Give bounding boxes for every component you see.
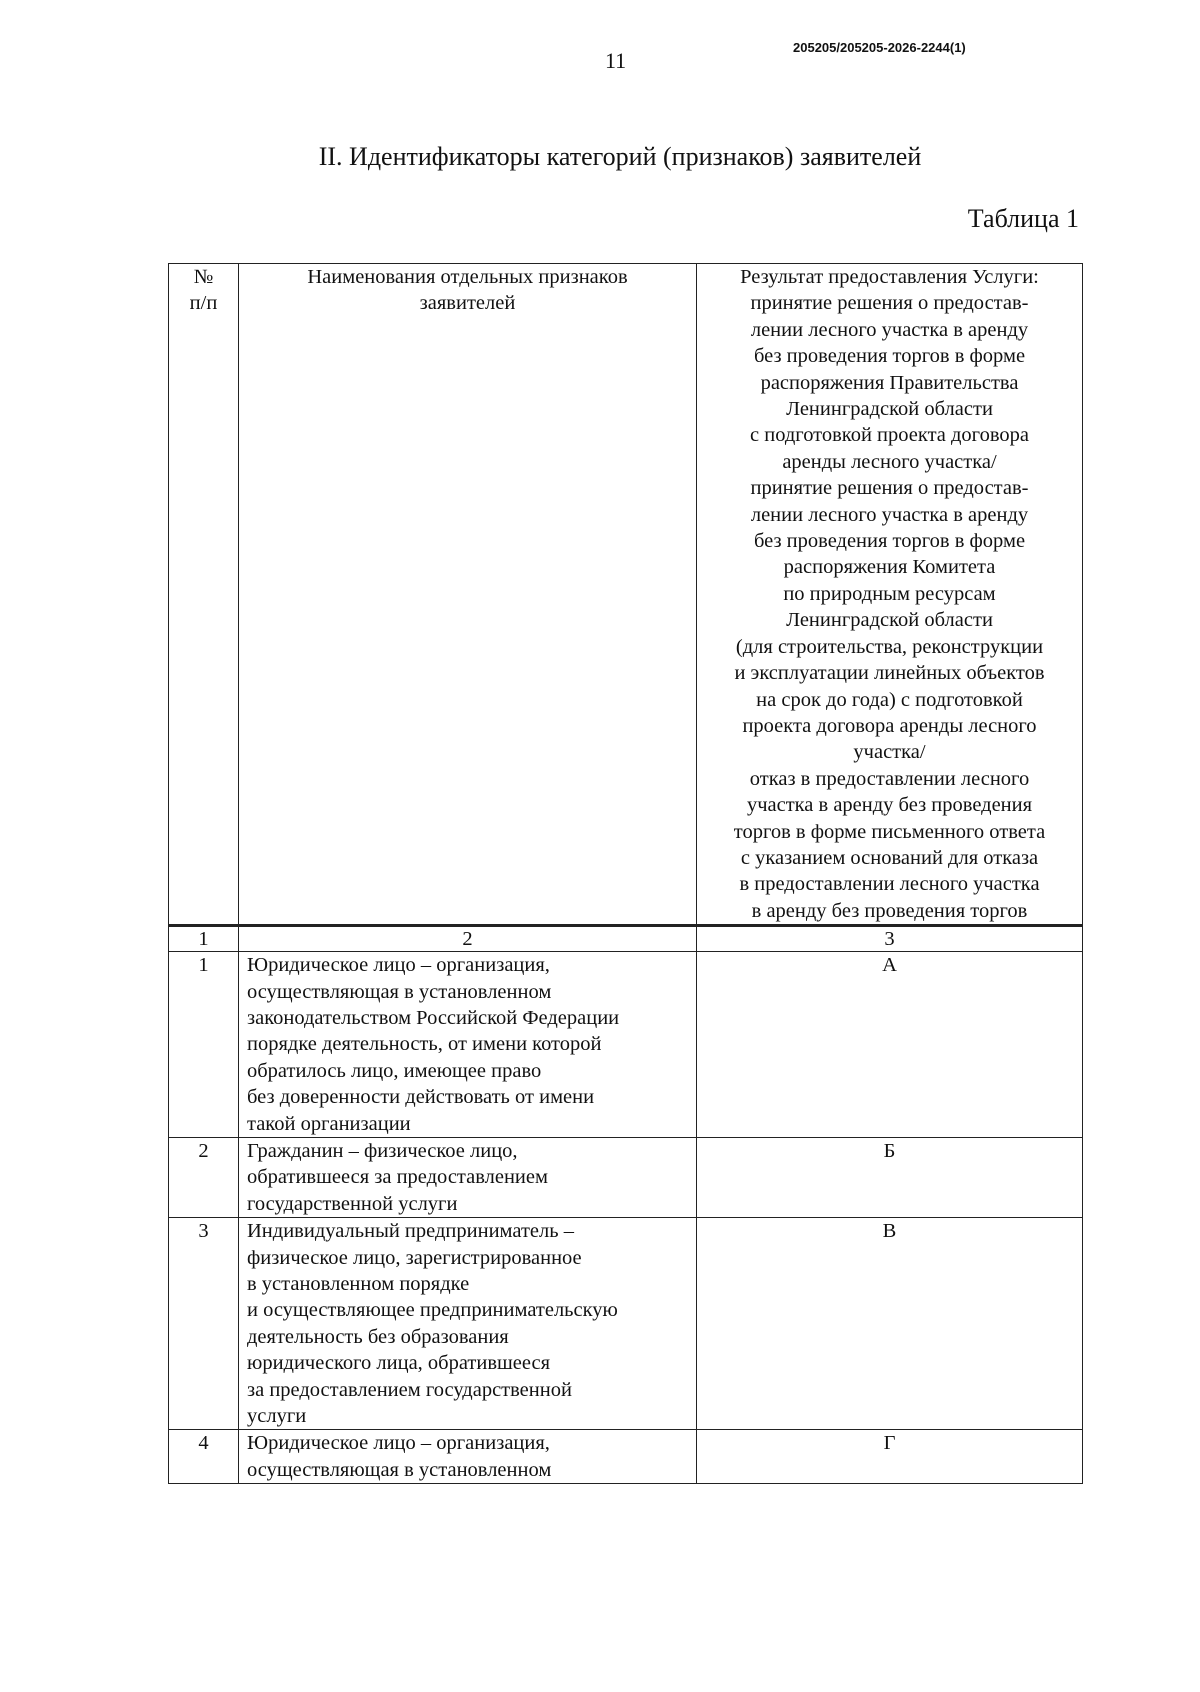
section-title: II. Идентификаторы категорий (признаков) заявителей xyxy=(318,142,922,171)
header-applicant-attributes: Наименования отдельных признаков заявителей xyxy=(239,264,697,926)
category-code: Г xyxy=(697,1430,1083,1484)
column-number-2: 2 xyxy=(239,926,697,952)
applicant-attribute: Гражданин – физическое лицо, обратившееся за предоставлением государственной услуги xyxy=(239,1138,697,1218)
table-row xyxy=(169,1430,1083,1484)
table-caption: Таблица 1 xyxy=(967,204,1079,233)
table-row xyxy=(169,1218,1083,1430)
category-code: Б xyxy=(697,1138,1083,1218)
table-row xyxy=(169,952,1083,1138)
applicant-attribute: Юридическое лицо – организация, осуществляющая в установленном xyxy=(239,1430,697,1484)
applicant-attribute: Индивидуальный предприниматель – физическое лицо, зарегистрированное в установленном порядке и осуществляющее предпринимательскую деятельность без образования юридического лица, обратившееся за предоставлением государственной услуги xyxy=(239,1218,697,1430)
document-id: 205205/205205-2026-2244(1) xyxy=(793,40,966,55)
row-number: 4 xyxy=(169,1430,239,1484)
page-number: 11 xyxy=(605,48,627,73)
table-row xyxy=(169,1138,1083,1218)
applicant-attribute: Юридическое лицо – организация, осуществляющая в установленном законодательством Российской Федерации порядке деятельность, от имени которой обратилось лицо, имеющее право без доверенности действовать от имени такой организации xyxy=(239,952,697,1138)
row-number: 1 xyxy=(169,952,239,1138)
column-number-1: 1 xyxy=(169,926,239,952)
header-number: № п/п xyxy=(169,264,239,926)
column-numbers-row xyxy=(169,926,1083,952)
row-number: 3 xyxy=(169,1218,239,1430)
table-header-row xyxy=(169,264,1083,926)
applicant-categories-table xyxy=(168,263,1083,1484)
category-code: А xyxy=(697,952,1083,1138)
column-number-3: 3 xyxy=(697,926,1083,952)
row-number: 2 xyxy=(169,1138,239,1218)
category-code: В xyxy=(697,1218,1083,1430)
header-service-result: Результат предоставления Услуги: принятие решения о предостав- лении лесного участка в аренду без проведения торгов в форме распоряжения Правительства Ленинградской области с подготовкой проекта договора аренды лесного участка/ принятие решения о предостав- лении лесного участка в аренду без проведения торгов в форме распоряжения Комитета по природным ресурсам Ленинградской области (для строительства, реконструкции и эксплуатации линейных объектов на срок до года) с подготовкой проекта договора аренды лесного участка/ отказ в предоставлении лесного участка в аренду без проведения торгов в форме письменного ответа с указанием оснований для отказа в предоставлении лесного участка в аренду без проведения торгов xyxy=(697,264,1083,926)
